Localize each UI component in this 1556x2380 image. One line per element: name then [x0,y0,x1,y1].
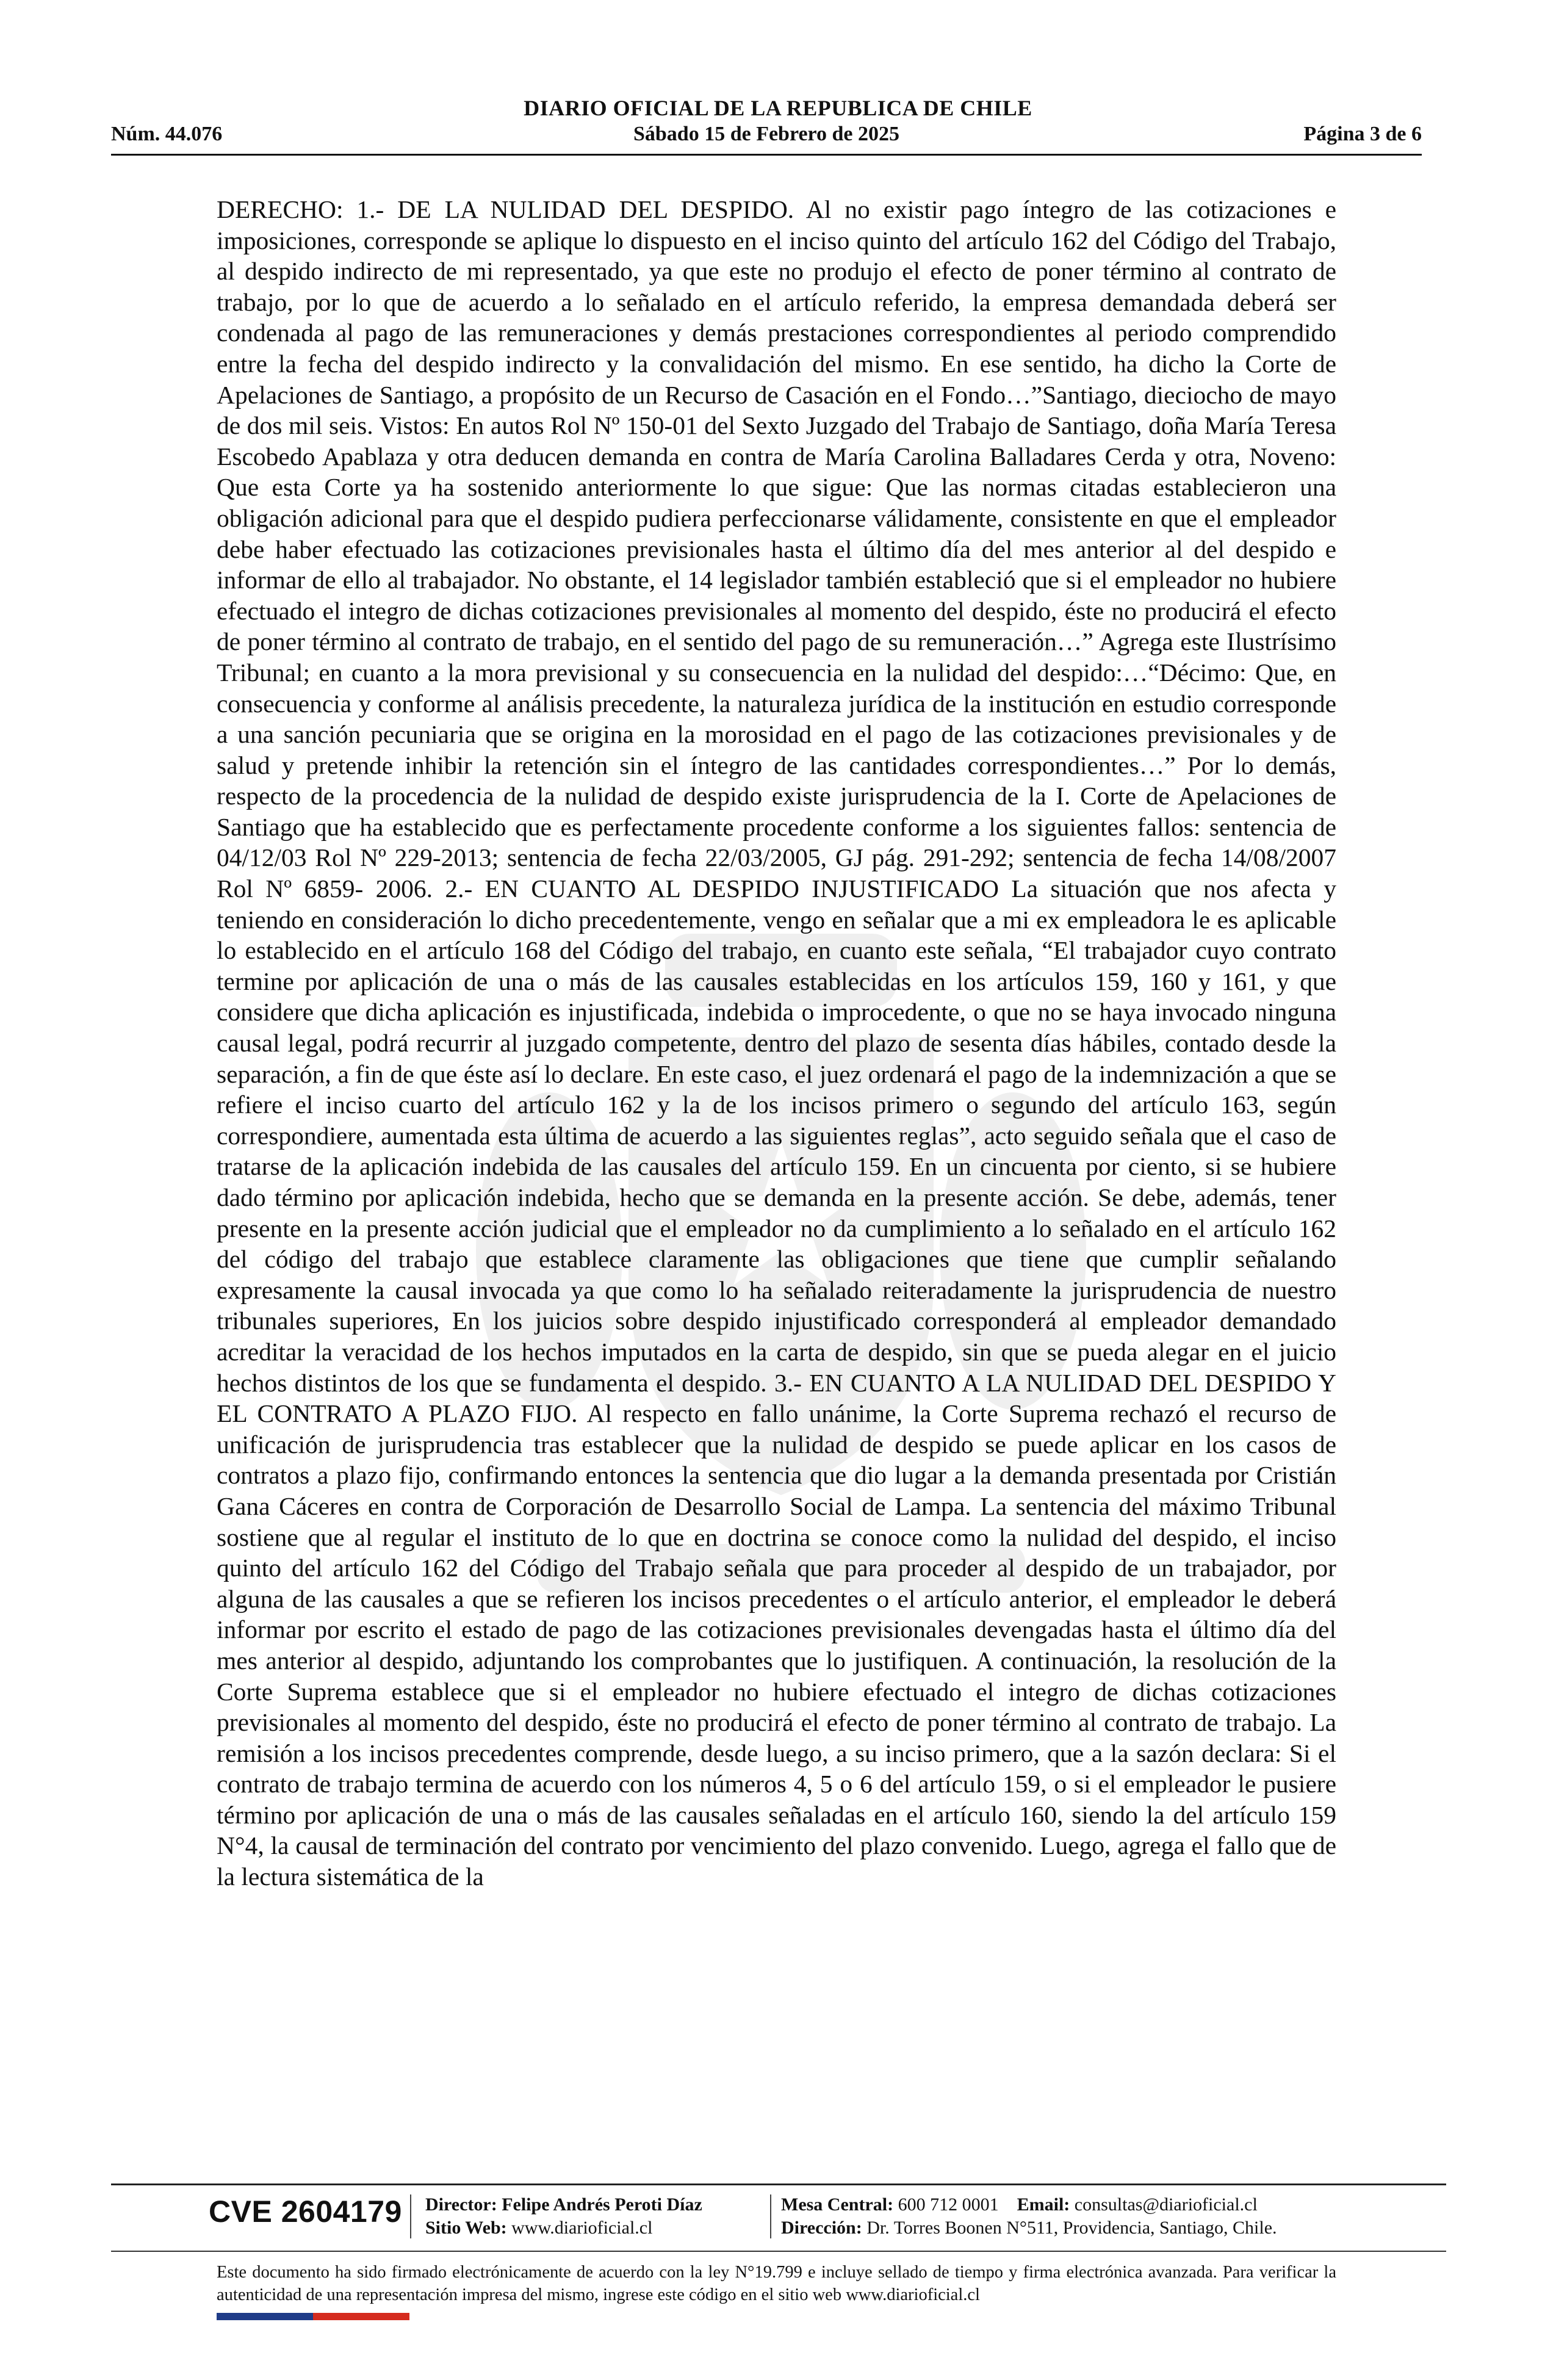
address-line [781,2216,1277,2240]
newspaper-title: DIARIO OFICIAL DE LA REPUBLICA DE CHILE [524,96,1032,120]
footer-divider [111,2251,1446,2252]
footer-contact-block [781,2193,1277,2240]
contact-line [781,2193,1277,2216]
website-link[interactable]: www.diarioficial.cl [511,2218,653,2238]
issue-date: Sábado 15 de Febrero de 2025 [633,123,900,145]
page-indicator: Página 3 de 6 [1303,123,1422,145]
director-label: Director: [425,2194,497,2215]
website-label: Sitio Web: [425,2218,507,2238]
address-value: Dr. Torres Boonen N°511, Providencia, Santiago, Chile. [866,2218,1277,2238]
address-label: Dirección: [781,2218,862,2238]
legal-notice: Este documento ha sido firmado electrónicamente de acuerdo con la ley N°19.799 e incluye sellado de tiempo y firma electrónica avanzada. Para verificar la autenticidad de una representación impresa del mismo, ingrese este código en el sitio web www.diarioficial.cl [217,2263,1336,2304]
director-name: Felipe Andrés Peroti Díaz [502,2194,702,2215]
website-line [425,2216,702,2240]
phone-label: Mesa Central: [781,2194,894,2215]
cve-code: CVE 2604179 [209,2194,402,2229]
footer-separator [770,2194,771,2238]
email-label: Email: [1017,2194,1070,2215]
flag-red-segment [313,2313,409,2320]
director-line [425,2193,702,2216]
footer-top-divider [111,2183,1446,2185]
footer-separator [410,2194,411,2238]
flag-blue-segment [217,2313,313,2320]
flag-color-bar [217,2313,409,2320]
phone-value: 600 712 0001 [898,2194,999,2215]
header-divider [111,154,1422,156]
header-info-row [111,121,1422,148]
footer-director-block [425,2193,702,2240]
article-body-text: DERECHO: 1.- DE LA NULIDAD DEL DESPIDO. Al no existir pago íntegro de las cotizaciones e imposiciones, corresponde se aplique lo dispuesto en el inciso quinto del artículo 162 del Código del Trabajo, al despido indirecto de mi representado, ya que este no produjo el efecto de poner término al contrato de trabajo, por lo que de acuerdo a lo señalado en el artículo referido, la empresa demandada deberá ser condenada al pago de las remuneraciones y demás prestaciones correspondientes al periodo comprendido entre la fecha del despido indirecto y la convalidación del mismo. En ese sentido, ha dicho la Corte de Apelaciones de Santiago, a propósito de un Recurso de Casación en el Fondo…”Santiago, dieciocho de mayo de dos mil seis. Vistos: En autos Rol Nº 150-01 del Sexto Juzgado del Trabajo de Santiago, doña María Teresa Escobedo Apablaza y otra deducen demanda en contra de María Carolina Balladares Cerda y otra, Noveno: Que esta Corte ya ha sostenido anteriormente lo que sigue: Que las normas citadas establecieron una obligación adicional para que el despido pudiera perfeccionarse válidamente, consistente en que el empleador debe haber efectuado las cotizaciones previsionales hasta el último día del mes anterior al del despido e informar de ello al trabajador. No obstante, el 14 legislador también estableció que si el empleador no hubiere efectuado el integro de dichas cotizaciones previsionales al momento del despido, éste no producirá el efecto de poner término al contrato de trabajo, en el sentido del pago de su remuneración…” Agrega este Ilustrísimo Tribunal; en cuanto a la mora previsional y su consecuencia en la nulidad del despido:…“Décimo: Que, en consecuencia y conforme al análisis precedente, la naturaleza jurídica de la institución en estudio corresponde a una sanción pecuniaria que se origina en la morosidad en el pago de las cotizaciones previsionales y de salud y pretende inhibir la retención sin el íntegro de las cantidades correspondientes…” Por lo demás, respecto de la procedencia de la nulidad de despido existe jurisprudencia de la I. Corte de Apelaciones de Santiago que ha establecido que es perfectamente procedente conforme a los siguientes fallos: sentencia de 04/12/03 Rol Nº 229-2013; sentencia de fecha 22/03/2005, GJ pág. 291-292; sentencia de fecha 14/08/2007 Rol Nº 6859- 2006. 2.- EN CUANTO AL DESPIDO INJUSTIFICADO La situación que nos afecta y teniendo en consideración lo dicho precedentemente, vengo en señalar que a mi ex empleadora le es aplicable lo establecido en el artículo 168 del Código del trabajo, en cuanto este señala, “El trabajador cuyo contrato termine por aplicación de una o más de las causales establecidas en los artículos 159, 160 y 161, y que considere que dicha aplicación es injustificada, indebida o improcedente, o que no se haya invocado ninguna causal legal, podrá recurrir al juzgado competente, dentro del plazo de sesenta días hábiles, contado desde la separación, a fin de que éste así lo declare. En este caso, el juez ordenará el pago de la indemnización a que se refiere el inciso cuarto del artículo 162 y la de los incisos primero o segundo del artículo 163, según correspondiere, aumentada esta última de acuerdo a las siguientes reglas”, acto seguido señala que el caso de tratarse de la aplicación indebida de las causales del artículo 159. En un cincuenta por ciento, si se hubiere dado término por aplicación indebida, hecho que se demanda en la presente acción. Se debe, además, tener presente en la presente acción judicial que el empleador no da cumplimiento a lo señalado en el artículo 162 del código del trabajo que establece claramente las obligaciones que tiene que cumplir señalando expresamente la causal invocada ya que como lo ha señalado reiteradamente la jurisprudencia de nuestro tribunales superiores, En los juicios sobre despido injustificado corresponderá al empleador demandado acreditar la veracidad de los hechos imputados en la carta de despido, sin que se pueda alegar en el juicio hechos distintos de los que se fundamenta el despido. 3.- EN CUANTO A LA NULIDAD DEL DESPIDO Y EL CONTRATO A PLAZO FIJO. Al respecto en fallo unánime, la Corte Suprema rechazó el recurso de unificación de jurisprudencia tras establecer que la nulidad de despido se puede aplicar en los casos de contratos a plazo fijo, confirmando entonces la sentencia que dio lugar a la demanda presentada por Cristián Gana Cáceres en contra de Corporación de Desarrollo Social de Lampa. La sentencia del máximo Tribunal sostiene que al regular el instituto de lo que en doctrina se conoce como la nulidad del despido, el inciso quinto del artículo 162 del Código del Trabajo señala que para proceder al despido de un trabajador, por alguna de las causales a que se refieren los incisos precedentes o el artículo anterior, el empleador le deberá informar por escrito el estado de pago de las cotizaciones previsionales devengadas hasta el último día del mes anterior al despido, adjuntando los comprobantes que lo justifiquen. A continuación, la resolución de la Corte Suprema establece que si el empleador no hubiere efectuado el integro de dichas cotizaciones previsionales al momento del despido, éste no producirá el efecto de poner término al contrato de trabajo. La remisión a los incisos precedentes comprende, desde luego, a su inciso primero, que a la sazón declara: Si el contrato de trabajo termina de acuerdo con los números 4, 5 o 6 del artículo 159, o si el empleador le pusiere término por aplicación de una o más de las causales señaladas en el artículo 160, siendo la del artículo 159 N°4, la causal de terminación del contrato por vencimiento del plazo convenido. Luego, agrega el fallo que de la lectura sistemática de la [217,195,1336,1891]
issue-number: Núm. 44.076 [111,123,223,145]
email-link[interactable]: consultas@diarioficial.cl [1074,2194,1258,2215]
